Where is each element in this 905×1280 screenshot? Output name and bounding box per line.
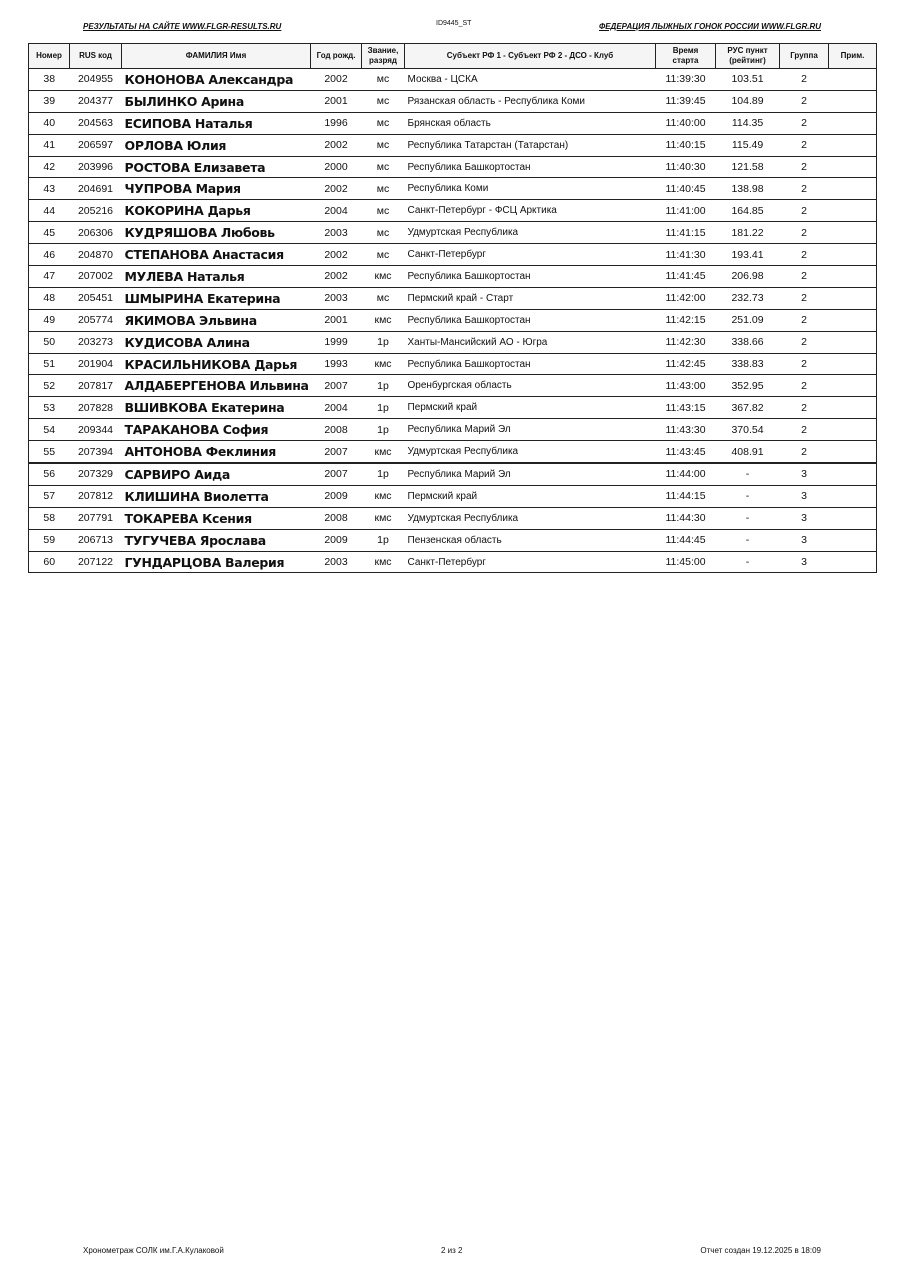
cell-rus-code: 207791 [70, 507, 122, 529]
cell-rank: мс [362, 200, 405, 222]
cell-number: 38 [29, 69, 70, 91]
cell-start-time: 11:44:15 [656, 485, 716, 507]
cell-athlete-name: ЕСИПОВА Наталья [122, 112, 311, 134]
cell-birth-year: 1999 [311, 331, 362, 353]
cell-points: 103.51 [716, 69, 780, 91]
cell-rank: 1р [362, 463, 405, 485]
cell-rus-code: 207817 [70, 375, 122, 397]
cell-points: 181.22 [716, 222, 780, 244]
cell-note [829, 287, 877, 309]
cell-start-time: 11:40:15 [656, 134, 716, 156]
cell-group: 3 [780, 529, 829, 551]
cell-start-time: 11:45:00 [656, 551, 716, 573]
cell-start-time: 11:40:30 [656, 156, 716, 178]
cell-start-time: 11:43:30 [656, 419, 716, 441]
table-header-row [29, 44, 877, 69]
cell-athlete-name: АЛДАБЕРГЕНОВА Ильвина [122, 375, 311, 397]
cell-rus-code: 206597 [70, 134, 122, 156]
cell-group: 2 [780, 69, 829, 91]
cell-rank: 1р [362, 529, 405, 551]
cell-athlete-name: КЛИШИНА Виолетта [122, 485, 311, 507]
table-row [29, 353, 877, 375]
cell-note [829, 485, 877, 507]
cell-note [829, 266, 877, 288]
cell-athlete-name: БЫЛИНКО Арина [122, 90, 311, 112]
table-row [29, 156, 877, 178]
cell-region: Удмуртская Республика [405, 507, 656, 529]
cell-points: 232.73 [716, 287, 780, 309]
cell-points: 193.41 [716, 244, 780, 266]
cell-note [829, 222, 877, 244]
table-row [29, 244, 877, 266]
table-row [29, 507, 877, 529]
cell-group: 2 [780, 419, 829, 441]
cell-group: 3 [780, 507, 829, 529]
cell-number: 56 [29, 463, 70, 485]
cell-region: Республика Марий Эл [405, 463, 656, 485]
table-row [29, 90, 877, 112]
cell-group: 2 [780, 112, 829, 134]
cell-athlete-name: АНТОНОВА Феклиния [122, 441, 311, 463]
cell-rank: мс [362, 287, 405, 309]
cell-rank: мс [362, 112, 405, 134]
cell-athlete-name: ВШИВКОВА Екатерина [122, 397, 311, 419]
cell-rus-code: 205451 [70, 287, 122, 309]
cell-start-time: 11:42:45 [656, 353, 716, 375]
cell-rank: 1р [362, 419, 405, 441]
cell-start-time: 11:39:30 [656, 69, 716, 91]
cell-note [829, 331, 877, 353]
results-site-link[interactable]: РЕЗУЛЬТАТЫ НА САЙТЕ WWW.FLGR-RESULTS.RU [83, 22, 282, 31]
page-header [0, 22, 905, 36]
cell-birth-year: 2008 [311, 419, 362, 441]
cell-number: 53 [29, 397, 70, 419]
cell-athlete-name: РОСТОВА Елизавета [122, 156, 311, 178]
cell-note [829, 529, 877, 551]
cell-note [829, 112, 877, 134]
cell-birth-year: 2002 [311, 178, 362, 200]
cell-athlete-name: КРАСИЛЬНИКОВА Дарья [122, 353, 311, 375]
cell-group: 2 [780, 244, 829, 266]
cell-birth-year: 2004 [311, 397, 362, 419]
cell-note [829, 463, 877, 485]
cell-rank: кмс [362, 309, 405, 331]
cell-rus-code: 207394 [70, 441, 122, 463]
cell-region: Республика Башкортостан [405, 156, 656, 178]
cell-rus-code: 203273 [70, 331, 122, 353]
cell-rus-code: 205216 [70, 200, 122, 222]
table-row [29, 485, 877, 507]
cell-note [829, 69, 877, 91]
cell-region: Республика Башкортостан [405, 266, 656, 288]
cell-region: Республика Коми [405, 178, 656, 200]
cell-rus-code: 206306 [70, 222, 122, 244]
cell-region: Республика Марий Эл [405, 419, 656, 441]
col-header-rus-code: RUS код [70, 44, 122, 69]
cell-start-time: 11:43:45 [656, 441, 716, 463]
cell-number: 40 [29, 112, 70, 134]
table-row [29, 419, 877, 441]
table-row [29, 222, 877, 244]
cell-birth-year: 2001 [311, 90, 362, 112]
cell-number: 42 [29, 156, 70, 178]
cell-group: 2 [780, 90, 829, 112]
cell-number: 44 [29, 200, 70, 222]
table-row [29, 331, 877, 353]
cell-note [829, 551, 877, 573]
cell-region: Республика Башкортостан [405, 353, 656, 375]
cell-note [829, 441, 877, 463]
cell-athlete-name: КОКОРИНА Дарья [122, 200, 311, 222]
cell-start-time: 11:41:45 [656, 266, 716, 288]
cell-note [829, 178, 877, 200]
cell-birth-year: 2003 [311, 222, 362, 244]
cell-group: 3 [780, 463, 829, 485]
cell-note [829, 309, 877, 331]
cell-rus-code: 207122 [70, 551, 122, 573]
cell-points: 121.58 [716, 156, 780, 178]
cell-rank: мс [362, 178, 405, 200]
cell-region: Москва - ЦСКА [405, 69, 656, 91]
cell-athlete-name: МУЛЕВА Наталья [122, 266, 311, 288]
cell-rus-code: 205774 [70, 309, 122, 331]
cell-birth-year: 2003 [311, 287, 362, 309]
cell-number: 43 [29, 178, 70, 200]
cell-points: 104.89 [716, 90, 780, 112]
cell-start-time: 11:41:15 [656, 222, 716, 244]
cell-number: 58 [29, 507, 70, 529]
cell-points: 164.85 [716, 200, 780, 222]
cell-number: 51 [29, 353, 70, 375]
table-row [29, 551, 877, 573]
cell-athlete-name: КУДРЯШОВА Любовь [122, 222, 311, 244]
cell-rus-code: 204870 [70, 244, 122, 266]
cell-athlete-name: ТУГУЧЕВА Ярослава [122, 529, 311, 551]
table-row [29, 529, 877, 551]
cell-group: 2 [780, 441, 829, 463]
cell-note [829, 200, 877, 222]
cell-rus-code: 204955 [70, 69, 122, 91]
col-header-rank-line2: разряд [369, 56, 397, 65]
col-header-rank-line1: Звание, [367, 46, 399, 55]
cell-rus-code: 203996 [70, 156, 122, 178]
cell-number: 41 [29, 134, 70, 156]
cell-points: 370.54 [716, 419, 780, 441]
cell-birth-year: 2007 [311, 375, 362, 397]
cell-note [829, 507, 877, 529]
col-header-region: Субъект РФ 1 - Субъект РФ 2 - ДСО - Клуб [405, 44, 656, 69]
cell-points: - [716, 485, 780, 507]
table-row [29, 134, 877, 156]
cell-number: 49 [29, 309, 70, 331]
cell-region: Пермский край - Старт [405, 287, 656, 309]
cell-athlete-name: ЯКИМОВА Эльвина [122, 309, 311, 331]
cell-birth-year: 2002 [311, 244, 362, 266]
col-header-points-line2: (рейтинг) [729, 56, 766, 65]
cell-start-time: 11:42:00 [656, 287, 716, 309]
cell-birth-year: 2002 [311, 69, 362, 91]
cell-rank: мс [362, 134, 405, 156]
table-row [29, 200, 877, 222]
cell-group: 2 [780, 353, 829, 375]
cell-group: 2 [780, 397, 829, 419]
start-list-table [28, 43, 877, 573]
cell-note [829, 134, 877, 156]
cell-group: 2 [780, 178, 829, 200]
cell-rank: мс [362, 244, 405, 266]
cell-start-time: 11:41:30 [656, 244, 716, 266]
cell-region: Удмуртская Республика [405, 222, 656, 244]
cell-athlete-name: ЧУПРОВА Мария [122, 178, 311, 200]
cell-number: 45 [29, 222, 70, 244]
cell-note [829, 419, 877, 441]
cell-region: Санкт-Петербург [405, 244, 656, 266]
cell-rank: мс [362, 222, 405, 244]
cell-number: 54 [29, 419, 70, 441]
cell-note [829, 397, 877, 419]
cell-birth-year: 2008 [311, 507, 362, 529]
col-header-rank [362, 44, 405, 69]
cell-birth-year: 2003 [311, 551, 362, 573]
cell-rank: мс [362, 156, 405, 178]
col-header-number: Номер [29, 44, 70, 69]
cell-region: Санкт-Петербург [405, 551, 656, 573]
cell-birth-year: 1993 [311, 353, 362, 375]
table-row [29, 178, 877, 200]
cell-rus-code: 209344 [70, 419, 122, 441]
cell-group: 2 [780, 134, 829, 156]
cell-region: Ханты-Мансийский АО - Югра [405, 331, 656, 353]
cell-rank: 1р [362, 331, 405, 353]
cell-rus-code: 204377 [70, 90, 122, 112]
cell-number: 57 [29, 485, 70, 507]
cell-start-time: 11:44:00 [656, 463, 716, 485]
cell-rus-code: 204563 [70, 112, 122, 134]
cell-start-time: 11:39:45 [656, 90, 716, 112]
col-header-group: Группа [780, 44, 829, 69]
cell-athlete-name: ТОКАРЕВА Ксения [122, 507, 311, 529]
cell-birth-year: 2002 [311, 266, 362, 288]
cell-number: 39 [29, 90, 70, 112]
table-row [29, 266, 877, 288]
cell-points: 206.98 [716, 266, 780, 288]
cell-birth-year: 2002 [311, 134, 362, 156]
cell-group: 2 [780, 200, 829, 222]
cell-birth-year: 2004 [311, 200, 362, 222]
cell-rus-code: 207002 [70, 266, 122, 288]
col-header-time-line1: Время [672, 46, 699, 55]
cell-number: 48 [29, 287, 70, 309]
cell-region: Пензенская область [405, 529, 656, 551]
cell-rus-code: 204691 [70, 178, 122, 200]
cell-rus-code: 206713 [70, 529, 122, 551]
cell-number: 50 [29, 331, 70, 353]
cell-points: 338.83 [716, 353, 780, 375]
cell-group: 2 [780, 375, 829, 397]
table-row [29, 112, 877, 134]
col-header-points-line1: РУС пункт [727, 46, 768, 55]
cell-points: 115.49 [716, 134, 780, 156]
cell-points: 408.91 [716, 441, 780, 463]
cell-start-time: 11:43:15 [656, 397, 716, 419]
cell-start-time: 11:44:45 [656, 529, 716, 551]
cell-number: 46 [29, 244, 70, 266]
cell-athlete-name: КОНОНОВА Александра [122, 69, 311, 91]
cell-note [829, 375, 877, 397]
cell-group: 2 [780, 156, 829, 178]
cell-region: Пермский край [405, 485, 656, 507]
col-header-note: Прим. [829, 44, 877, 69]
cell-start-time: 11:41:00 [656, 200, 716, 222]
col-header-time-line2: старта [672, 56, 699, 65]
cell-points: 114.35 [716, 112, 780, 134]
col-header-birth-year: Год рожд. [311, 44, 362, 69]
table-row [29, 287, 877, 309]
footer-report-date: Отчет создан 19.12.2025 в 18:09 [700, 1246, 821, 1255]
cell-birth-year: 2001 [311, 309, 362, 331]
cell-birth-year: 2009 [311, 485, 362, 507]
cell-points: - [716, 463, 780, 485]
cell-athlete-name: СТЕПАНОВА Анастасия [122, 244, 311, 266]
cell-birth-year: 2007 [311, 441, 362, 463]
cell-points: - [716, 507, 780, 529]
cell-group: 2 [780, 222, 829, 244]
cell-points: - [716, 551, 780, 573]
cell-number: 55 [29, 441, 70, 463]
cell-region: Оренбургская область [405, 375, 656, 397]
cell-number: 59 [29, 529, 70, 551]
cell-points: 367.82 [716, 397, 780, 419]
cell-rank: мс [362, 90, 405, 112]
table-row [29, 463, 877, 485]
cell-start-time: 11:42:15 [656, 309, 716, 331]
cell-rank: 1р [362, 375, 405, 397]
cell-rus-code: 207828 [70, 397, 122, 419]
cell-birth-year: 2000 [311, 156, 362, 178]
cell-number: 47 [29, 266, 70, 288]
cell-start-time: 11:44:30 [656, 507, 716, 529]
cell-note [829, 353, 877, 375]
cell-group: 2 [780, 331, 829, 353]
cell-region: Удмуртская Республика [405, 441, 656, 463]
cell-birth-year: 2007 [311, 463, 362, 485]
cell-athlete-name: ТАРАКАНОВА София [122, 419, 311, 441]
table-row [29, 441, 877, 463]
table-row [29, 397, 877, 419]
cell-rus-code: 207329 [70, 463, 122, 485]
cell-start-time: 11:40:45 [656, 178, 716, 200]
table-row [29, 309, 877, 331]
cell-group: 3 [780, 485, 829, 507]
cell-number: 60 [29, 551, 70, 573]
cell-region: Рязанская область - Республика Коми [405, 90, 656, 112]
table-row [29, 69, 877, 91]
cell-athlete-name: САРВИРО Аида [122, 463, 311, 485]
federation-site-link[interactable]: ФЕДЕРАЦИЯ ЛЫЖНЫХ ГОНОК РОССИИ WWW.FLGR.RU [598, 22, 821, 31]
cell-rank: кмс [362, 485, 405, 507]
cell-rus-code: 201904 [70, 353, 122, 375]
cell-note [829, 156, 877, 178]
cell-start-time: 11:43:00 [656, 375, 716, 397]
col-header-start-time [656, 44, 716, 69]
footer-page-number: 2 из 2 [441, 1246, 463, 1255]
cell-start-time: 11:42:30 [656, 331, 716, 353]
cell-group: 2 [780, 309, 829, 331]
cell-region: Пермский край [405, 397, 656, 419]
cell-group: 3 [780, 551, 829, 573]
cell-points: 338.66 [716, 331, 780, 353]
cell-group: 2 [780, 266, 829, 288]
cell-birth-year: 1996 [311, 112, 362, 134]
cell-birth-year: 2009 [311, 529, 362, 551]
cell-number: 52 [29, 375, 70, 397]
cell-rank: кмс [362, 441, 405, 463]
col-header-points [716, 44, 780, 69]
cell-note [829, 244, 877, 266]
cell-rank: кмс [362, 266, 405, 288]
cell-points: 352.95 [716, 375, 780, 397]
table-row [29, 375, 877, 397]
cell-start-time: 11:40:00 [656, 112, 716, 134]
cell-athlete-name: КУДИСОВА Алина [122, 331, 311, 353]
document-code: ID9445_ST [436, 20, 472, 27]
cell-rank: кмс [362, 507, 405, 529]
cell-region: Республика Татарстан (Татарстан) [405, 134, 656, 156]
cell-rank: кмс [362, 551, 405, 573]
cell-points: 138.98 [716, 178, 780, 200]
cell-rank: мс [362, 69, 405, 91]
cell-region: Брянская область [405, 112, 656, 134]
cell-athlete-name: ОРЛОВА Юлия [122, 134, 311, 156]
cell-athlete-name: ГУНДАРЦОВА Валерия [122, 551, 311, 573]
cell-rank: кмс [362, 353, 405, 375]
cell-athlete-name: ШМЫРИНА Екатерина [122, 287, 311, 309]
cell-points: 251.09 [716, 309, 780, 331]
cell-group: 2 [780, 287, 829, 309]
cell-rank: 1р [362, 397, 405, 419]
col-header-name: ФАМИЛИЯ Имя [122, 44, 311, 69]
cell-rus-code: 207812 [70, 485, 122, 507]
cell-points: - [716, 529, 780, 551]
cell-region: Санкт-Петербург - ФСЦ Арктика [405, 200, 656, 222]
cell-region: Республика Башкортостан [405, 309, 656, 331]
cell-note [829, 90, 877, 112]
footer-timing-credit: Хронометраж СОЛК им.Г.А.Кулаковой [83, 1246, 224, 1255]
